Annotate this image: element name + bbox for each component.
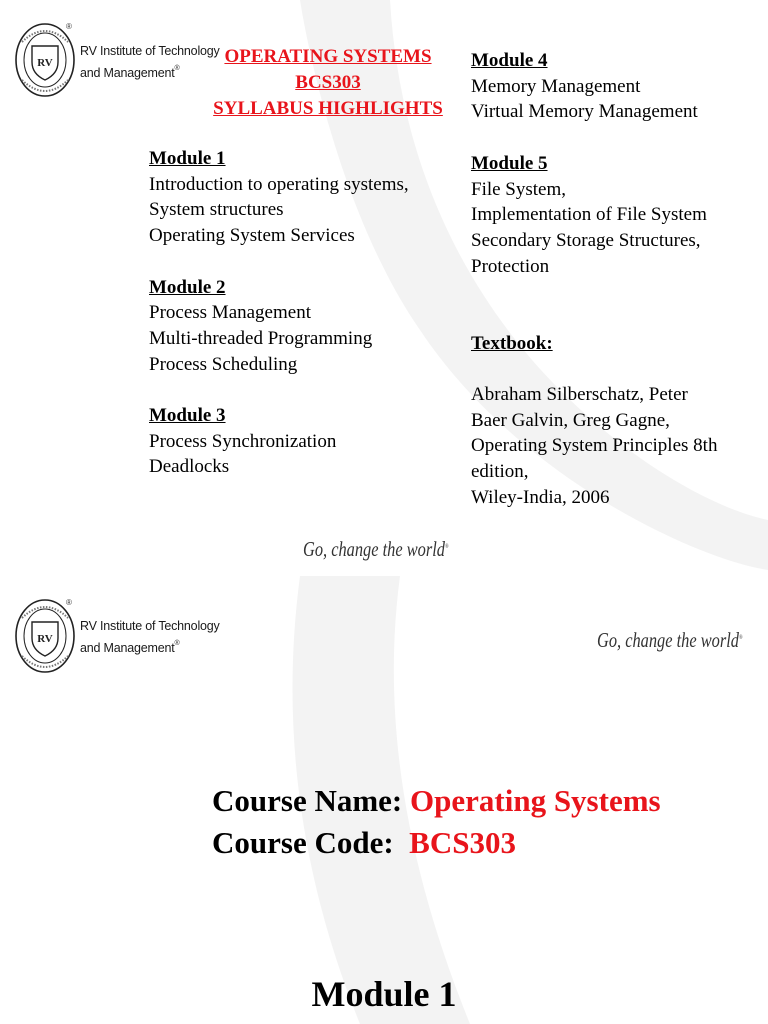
spacer — [471, 305, 717, 331]
course-name-label: Course Name: — [212, 783, 403, 818]
svg-text:RV: RV — [37, 633, 53, 645]
course-code-line — [212, 822, 516, 864]
spacer — [149, 249, 409, 275]
brand-line1: RV Institute of Technology — [80, 619, 220, 633]
modules-left-column — [149, 146, 409, 480]
tagline: Go, change the world® — [597, 628, 743, 652]
module-title: Module 1 — [311, 974, 457, 1014]
module-topic: Deadlocks — [149, 456, 230, 478]
textbook-line: Baer Galvin, Greg Gagne, — [471, 409, 670, 431]
textbook-heading: Textbook: — [471, 332, 553, 354]
svg-text:RV: RV — [37, 57, 53, 69]
modules-right-column — [471, 48, 717, 511]
module-topic: Process Scheduling — [149, 353, 298, 375]
textbook-line: edition, — [471, 461, 529, 483]
module-topic: System structures — [149, 199, 284, 221]
tagline-text: Go, change the world — [597, 628, 739, 652]
module-heading: Module 5 — [471, 152, 548, 174]
tagline: Go, change the world® — [303, 537, 449, 561]
module-topic: Memory Management — [471, 75, 641, 97]
syllabus-title — [150, 44, 506, 122]
registered-mark-icon: ® — [174, 65, 180, 72]
module-topic: Implementation of File System — [471, 204, 707, 226]
course-title-slide — [0, 576, 768, 1024]
registered-mark-icon: ® — [174, 640, 180, 647]
module-heading: Module 1 — [149, 148, 226, 169]
title-line2: BCS303 — [295, 72, 361, 93]
spacer — [471, 279, 717, 305]
module-heading: Module 4 — [471, 50, 548, 71]
textbook-line: Abraham Silberschatz, Peter — [471, 384, 688, 406]
institute-brand — [80, 617, 220, 658]
module-topic: File System, — [471, 178, 567, 200]
module-topic: Protection — [471, 255, 550, 277]
title-line3: SYLLABUS HIGHLIGHTS — [213, 98, 443, 119]
rv-seal-logo — [14, 22, 76, 98]
textbook-line: Operating System Principles 8th — [471, 435, 718, 457]
course-code-value: BCS303 — [409, 825, 516, 860]
module-topic: Operating System Services — [149, 225, 355, 247]
brand-line2: and Management — [80, 66, 175, 81]
module-topic: Virtual Memory Management — [471, 101, 698, 123]
brand-line2: and Management — [80, 641, 175, 656]
module-heading: Module 3 — [149, 405, 226, 426]
module-heading: Module 2 — [149, 276, 226, 298]
tagline-text: Go, change the world — [303, 537, 445, 561]
course-name-value: Operating Systems — [410, 783, 661, 818]
brand-line1: RV Institute of Technology — [80, 44, 220, 58]
spacer — [149, 377, 409, 403]
registered-mark-icon: ® — [66, 598, 72, 607]
registered-mark-icon: ® — [66, 22, 72, 31]
rv-seal-logo — [14, 598, 76, 674]
course-name-line — [212, 780, 661, 822]
textbook-line: Wiley-India, 2006 — [471, 486, 610, 508]
module-topic: Process Synchronization — [149, 430, 337, 452]
module-topic: Introduction to operating systems, — [149, 173, 409, 195]
spacer — [471, 356, 717, 382]
module-topic: Process Management — [149, 302, 311, 324]
module-topic: Secondary Storage Structures, — [471, 229, 701, 251]
spacer — [471, 125, 717, 151]
title-line1: OPERATING SYSTEMS — [224, 46, 432, 67]
course-code-label: Course Code: — [212, 825, 394, 860]
module-topic: Multi-threaded Programming — [149, 327, 373, 349]
